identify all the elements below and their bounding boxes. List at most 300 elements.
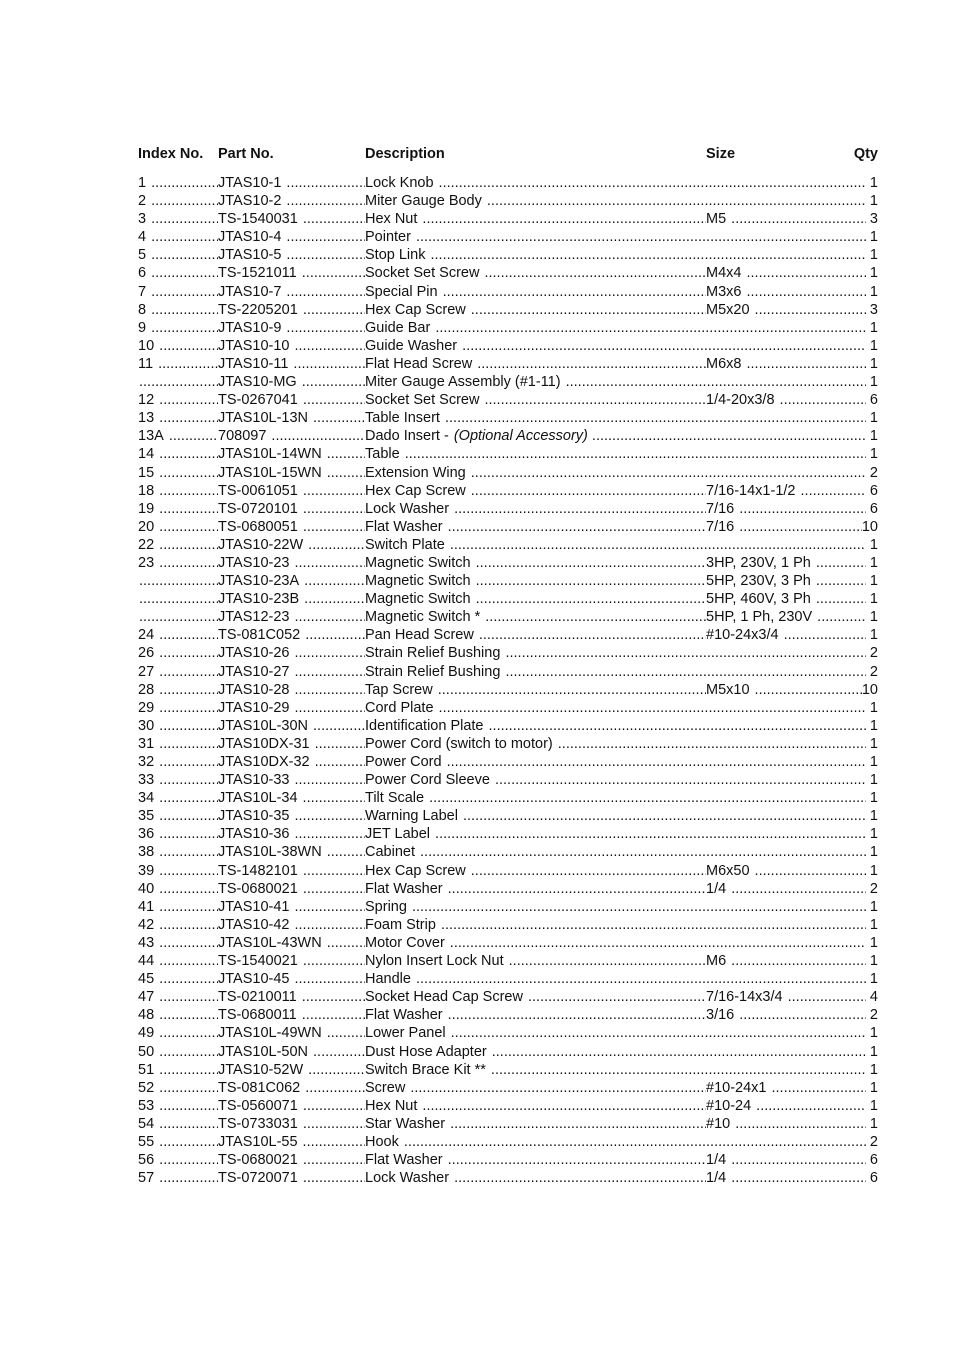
qty-cell: 1	[869, 573, 878, 590]
table-row	[138, 337, 878, 355]
size-cell-text: 7/16	[706, 518, 735, 535]
part-no-cell	[218, 482, 365, 500]
part-no-cell-text: JTAS10L-49WN	[218, 1025, 322, 1042]
table-row	[138, 825, 878, 843]
description-cell	[365, 626, 706, 644]
table-row	[138, 355, 878, 373]
description-cell	[365, 807, 866, 825]
size-cell-text: M5x10	[706, 681, 750, 698]
qty-cell: 10	[861, 681, 878, 698]
index-cell	[138, 590, 218, 608]
index-cell-text: 13A	[138, 428, 164, 445]
qty-cell: 3	[869, 211, 878, 228]
part-no-cell	[218, 1043, 365, 1061]
part-no-cell	[218, 464, 365, 482]
size-cell-text: 7/16-14x3/4	[706, 989, 783, 1006]
part-no-cell	[218, 1169, 365, 1187]
description-cell	[365, 699, 866, 717]
size-cell	[706, 554, 866, 572]
index-cell	[138, 192, 218, 210]
description-cell-text: Identification Plate	[365, 717, 484, 734]
size-cell-text: 5HP, 460V, 3 Ph	[706, 591, 811, 608]
qty-cell: 1	[869, 1115, 878, 1132]
index-cell-text: 52	[138, 1079, 155, 1096]
description-cell	[365, 1133, 866, 1151]
part-no-cell	[218, 970, 365, 988]
qty-cell: 1	[869, 265, 878, 282]
part-no-cell-text: JTAS10-29	[218, 699, 290, 716]
size-cell	[706, 1115, 866, 1133]
qty-cell: 1	[869, 554, 878, 571]
qty-cell: 2	[869, 663, 878, 680]
description-cell-text: Hex Nut	[365, 1097, 418, 1114]
table-row	[138, 843, 878, 861]
index-cell	[138, 536, 218, 554]
description-cell-text: Spring	[365, 898, 407, 915]
description-cell	[365, 843, 866, 861]
index-cell	[138, 626, 218, 644]
table-row	[138, 1006, 878, 1024]
description-cell-text: Switch Brace Kit **	[365, 1061, 486, 1078]
description-cell	[365, 735, 866, 753]
index-cell	[138, 264, 218, 282]
index-cell	[138, 753, 218, 771]
index-cell	[138, 771, 218, 789]
size-cell	[706, 681, 866, 699]
index-cell-text	[138, 374, 139, 390]
description-cell	[365, 988, 706, 1006]
qty-cell: 1	[869, 609, 878, 626]
qty-cell: 1	[869, 229, 878, 246]
description-cell	[365, 1061, 866, 1079]
description-cell-text: Flat Washer	[365, 518, 443, 535]
description-cell-text: Flat Washer	[365, 1007, 443, 1024]
part-no-cell-text: JTAS10-35	[218, 808, 290, 825]
description-cell	[365, 1097, 706, 1115]
parts-list-header	[138, 146, 878, 172]
qty-cell: 1	[869, 428, 878, 445]
description-cell-text: Cabinet	[365, 844, 415, 861]
size-cell	[706, 952, 866, 970]
part-no-cell	[218, 626, 365, 644]
description-cell	[365, 681, 706, 699]
table-row	[138, 590, 878, 608]
index-cell	[138, 644, 218, 662]
index-cell-text: 32	[138, 754, 155, 770]
qty-cell: 1	[869, 283, 878, 300]
part-no-cell-text: JTAS10-41	[218, 898, 290, 915]
index-cell-text: 34	[138, 790, 155, 807]
index-cell-text: 30	[138, 717, 155, 734]
description-cell	[365, 717, 866, 735]
part-no-cell	[218, 174, 365, 192]
description-cell-text: Table Insert	[365, 410, 440, 427]
index-cell-text: 36	[138, 826, 155, 843]
description-cell-text: Extension Wing	[365, 464, 466, 481]
part-no-cell	[218, 771, 365, 789]
index-cell	[138, 319, 218, 337]
index-cell-text: 19	[138, 500, 155, 517]
index-cell	[138, 1133, 218, 1151]
size-cell-text: 7/16	[706, 500, 735, 517]
part-no-cell-text: JTAS10-45	[218, 971, 290, 988]
part-no-cell-text: TS-0733031	[218, 1115, 298, 1132]
index-cell-text: 41	[138, 898, 155, 915]
index-cell	[138, 663, 218, 681]
qty-cell: 1	[869, 1097, 878, 1114]
description-cell-text: Foam Strip	[365, 916, 436, 933]
part-no-cell	[218, 681, 365, 699]
part-no-cell-text: JTAS10-4	[218, 229, 282, 246]
qty-cell: 1	[869, 1079, 878, 1096]
table-row	[138, 699, 878, 717]
index-cell	[138, 1024, 218, 1042]
qty-cell: 2	[869, 880, 878, 897]
description-cell	[365, 409, 866, 427]
part-no-cell	[218, 228, 365, 246]
description-cell	[365, 1024, 866, 1042]
index-cell-text: 22	[138, 536, 155, 553]
part-no-cell	[218, 1133, 365, 1151]
description-cell-text: Dust Hose Adapter	[365, 1043, 487, 1060]
index-cell	[138, 174, 218, 192]
table-row	[138, 789, 878, 807]
index-cell-text: 18	[138, 482, 155, 499]
description-cell-text: Nylon Insert Lock Nut	[365, 953, 504, 970]
part-no-cell-text: JTAS10-7	[218, 283, 282, 300]
table-row	[138, 1169, 878, 1187]
qty-cell: 1	[869, 446, 878, 463]
part-no-cell-text: TS-0061051	[218, 482, 298, 499]
index-cell	[138, 409, 218, 427]
index-cell	[138, 210, 218, 228]
description-cell-text: Strain Relief Bushing	[365, 645, 501, 662]
table-row	[138, 246, 878, 264]
part-no-cell	[218, 283, 365, 301]
index-cell	[138, 1169, 218, 1187]
description-cell	[365, 771, 866, 789]
description-cell-text: Magnetic Switch *	[365, 609, 481, 626]
description-cell-text: Power Cord	[365, 754, 442, 770]
part-no-cell-text: TS-2205201	[218, 301, 298, 318]
index-cell	[138, 934, 218, 952]
part-no-cell	[218, 264, 365, 282]
table-row	[138, 862, 878, 880]
description-cell-text: Switch Plate	[365, 536, 445, 553]
index-cell-text: 1	[138, 175, 147, 191]
index-cell	[138, 1151, 218, 1169]
header-size: Size	[706, 146, 736, 162]
description-cell-text: Hex Nut	[365, 211, 418, 228]
description-cell	[365, 337, 866, 355]
description-cell	[365, 1115, 706, 1133]
index-cell	[138, 1043, 218, 1061]
qty-cell: 1	[869, 627, 878, 644]
description-cell-text: Stop Link	[365, 247, 426, 264]
part-no-cell-text: JTAS10L-50N	[218, 1043, 308, 1060]
table-row	[138, 518, 878, 536]
table-row	[138, 626, 878, 644]
part-no-cell	[218, 898, 365, 916]
index-cell-text: 24	[138, 627, 155, 644]
size-cell-text: M5	[706, 211, 727, 228]
index-cell	[138, 337, 218, 355]
part-no-cell-text: JTAS10-33	[218, 772, 290, 789]
qty-cell: 2	[869, 1007, 878, 1024]
index-cell-text: 28	[138, 681, 155, 698]
index-cell	[138, 482, 218, 500]
description-cell	[365, 862, 706, 880]
index-cell-text: 53	[138, 1097, 155, 1114]
size-cell	[706, 608, 866, 626]
part-no-cell-text: JTAS10L-30N	[218, 717, 308, 734]
description-cell-text: Miter Gauge Body	[365, 193, 482, 210]
part-no-cell	[218, 1079, 365, 1097]
description-cell-text: Handle	[365, 971, 411, 988]
table-row	[138, 427, 878, 445]
qty-cell: 1	[869, 410, 878, 427]
part-no-cell	[218, 1024, 365, 1042]
description-cell	[365, 373, 866, 391]
size-cell-text: 3HP, 230V, 1 Ph	[706, 554, 811, 571]
size-cell-text: #10-24x3/4	[706, 627, 779, 644]
part-no-cell	[218, 1151, 365, 1169]
part-no-cell-text: TS-0210011	[218, 989, 297, 1006]
size-cell-text: #10-24	[706, 1097, 752, 1114]
part-no-cell-text: TS-1521011	[218, 265, 297, 282]
header-index: Index No.	[138, 146, 204, 162]
qty-cell: 1	[869, 735, 878, 752]
index-cell	[138, 1061, 218, 1079]
qty-cell: 2	[869, 464, 878, 481]
description-cell	[365, 482, 706, 500]
index-cell-text	[138, 609, 139, 625]
qty-cell: 1	[869, 319, 878, 336]
description-cell-text: Hex Cap Screw	[365, 862, 466, 879]
part-no-cell-text: TS-0720101	[218, 500, 298, 517]
description-cell-text: Power Cord Sleeve	[365, 772, 490, 789]
size-cell-text: M5x20	[706, 301, 750, 318]
part-no-cell	[218, 246, 365, 264]
part-no-cell-text: JTAS10-28	[218, 681, 290, 698]
part-no-cell	[218, 572, 365, 590]
qty-cell: 1	[869, 247, 878, 264]
description-cell-text: Hook	[365, 1133, 399, 1150]
description-cell-text: Magnetic Switch	[365, 573, 471, 590]
index-cell	[138, 1115, 218, 1133]
parts-list	[138, 146, 878, 1187]
index-cell-text: 27	[138, 663, 155, 680]
description-cell-text: Lock Washer	[365, 500, 450, 517]
index-cell	[138, 807, 218, 825]
table-row	[138, 952, 878, 970]
description-cell	[365, 644, 866, 662]
description-cell-text: Flat Washer	[365, 880, 443, 897]
part-no-cell-text: 708097	[218, 428, 267, 445]
table-row	[138, 1024, 878, 1042]
table-row	[138, 916, 878, 934]
table-row	[138, 500, 878, 518]
description-cell	[365, 319, 866, 337]
part-no-cell	[218, 699, 365, 717]
part-no-cell	[218, 988, 365, 1006]
part-no-cell	[218, 445, 365, 463]
qty-cell: 1	[869, 175, 878, 191]
index-cell-text: 49	[138, 1025, 155, 1042]
index-cell-text	[138, 573, 139, 589]
part-no-cell-text: JTAS10-23	[218, 554, 290, 571]
table-row	[138, 681, 878, 699]
table-row	[138, 445, 878, 463]
index-cell-text: 50	[138, 1043, 155, 1060]
description-cell	[365, 952, 706, 970]
part-no-cell-text: JTAS10-2	[218, 193, 282, 210]
index-cell-text: 48	[138, 1007, 155, 1024]
part-no-cell-text: JTAS10-27	[218, 663, 290, 680]
parts-list-rows	[138, 174, 878, 1187]
part-no-cell-text: JTAS10-23B	[218, 591, 300, 608]
index-cell-text: 23	[138, 554, 155, 571]
index-cell-text: 10	[138, 337, 155, 354]
index-cell	[138, 988, 218, 1006]
index-cell	[138, 1006, 218, 1024]
index-cell-text: 29	[138, 699, 155, 716]
index-cell	[138, 373, 218, 391]
size-cell-text: M6x50	[706, 862, 750, 879]
table-row	[138, 391, 878, 409]
description-cell	[365, 192, 866, 210]
index-cell-text: 5	[138, 247, 147, 264]
description-cell-text: Flat Washer	[365, 1152, 443, 1169]
table-row	[138, 807, 878, 825]
size-cell	[706, 862, 866, 880]
part-no-cell-text: JTAS10-22W	[218, 536, 304, 553]
description-cell-text: Lower Panel	[365, 1025, 446, 1042]
index-cell	[138, 283, 218, 301]
index-cell	[138, 554, 218, 572]
index-cell	[138, 355, 218, 373]
description-cell	[365, 1079, 706, 1097]
size-cell-text: 1/4-20x3/8	[706, 392, 775, 409]
part-no-cell	[218, 807, 365, 825]
part-no-cell-text: TS-1540021	[218, 953, 298, 970]
qty-cell: 1	[869, 916, 878, 933]
description-cell	[365, 518, 706, 536]
part-no-cell	[218, 409, 365, 427]
index-cell	[138, 952, 218, 970]
index-cell	[138, 825, 218, 843]
size-cell	[706, 626, 866, 644]
description-cell-text: Socket Set Screw	[365, 265, 480, 282]
description-cell-text: Guide Bar	[365, 319, 431, 336]
header-qty: Qty	[853, 146, 878, 162]
size-cell	[706, 590, 866, 608]
index-cell-text: 54	[138, 1115, 155, 1132]
qty-cell: 6	[869, 1152, 878, 1169]
index-cell-text: 9	[138, 319, 147, 336]
table-row	[138, 735, 878, 753]
part-no-cell-text: TS-0680051	[218, 518, 298, 535]
description-cell	[365, 970, 866, 988]
part-no-cell	[218, 843, 365, 861]
qty-cell: 6	[869, 1170, 878, 1187]
part-no-cell	[218, 789, 365, 807]
qty-cell: 2	[869, 1133, 878, 1150]
part-no-cell-text: JTAS10-5	[218, 247, 282, 264]
description-cell-text: Miter Gauge Assembly (#1-11)	[365, 374, 561, 391]
description-cell	[365, 445, 866, 463]
part-no-cell-text: TS-1482101	[218, 862, 298, 879]
description-cell	[365, 174, 866, 192]
qty-cell: 1	[869, 790, 878, 807]
description-cell	[365, 228, 866, 246]
part-no-cell-text: JTAS10L-15WN	[218, 464, 322, 481]
description-cell	[365, 916, 866, 934]
part-no-cell-text: JTAS10L-43WN	[218, 934, 322, 951]
part-no-cell	[218, 500, 365, 518]
index-cell-text: 13	[138, 410, 155, 427]
table-row	[138, 482, 878, 500]
description-cell-text: Lock Knob	[365, 175, 434, 191]
part-no-cell	[218, 554, 365, 572]
part-no-cell-text: TS-0680021	[218, 880, 298, 897]
index-cell	[138, 464, 218, 482]
part-no-cell-text: JTAS10DX-32	[218, 754, 310, 770]
index-cell	[138, 608, 218, 626]
part-no-cell-text: TS-0680021	[218, 1152, 298, 1169]
part-no-cell	[218, 753, 365, 771]
size-cell	[706, 301, 866, 319]
part-no-cell	[218, 355, 365, 373]
part-no-cell-text: JTAS10-11	[218, 355, 289, 372]
part-no-cell	[218, 644, 365, 662]
description-cell-text: Lock Washer	[365, 1170, 450, 1187]
description-cell-text: Socket Set Screw	[365, 392, 480, 409]
qty-cell: 1	[869, 862, 878, 879]
table-row	[138, 988, 878, 1006]
description-cell	[365, 427, 866, 445]
part-no-cell-text: JTAS10-42	[218, 916, 290, 933]
description-cell	[365, 301, 706, 319]
size-cell-text: 5HP, 1 Ph, 230V	[706, 609, 813, 626]
index-cell	[138, 898, 218, 916]
description-cell	[365, 572, 706, 590]
table-row	[138, 464, 878, 482]
qty-cell: 3	[869, 301, 878, 318]
size-cell	[706, 1079, 866, 1097]
part-no-cell-text: JTAS10-26	[218, 645, 290, 662]
qty-cell: 1	[869, 971, 878, 988]
description-cell	[365, 825, 866, 843]
table-row	[138, 409, 878, 427]
description-cell	[365, 210, 706, 228]
description-cell-text: Table	[365, 446, 400, 463]
part-no-cell-text: TS-0267041	[218, 392, 298, 409]
table-row	[138, 1097, 878, 1115]
part-no-cell	[218, 717, 365, 735]
part-no-cell-text: JTAS10-10	[218, 337, 290, 354]
table-row	[138, 572, 878, 590]
size-cell-text: 3/16	[706, 1007, 735, 1024]
description-cell-text: Dado Insert -	[365, 428, 453, 445]
description-cell	[365, 264, 706, 282]
table-row	[138, 644, 878, 662]
index-cell-text: 47	[138, 989, 155, 1006]
qty-cell: 1	[869, 1043, 878, 1060]
description-cell-text: Pan Head Screw	[365, 627, 474, 644]
description-cell-text: Hex Cap Screw	[365, 301, 466, 318]
index-cell-text: 11	[138, 355, 154, 372]
